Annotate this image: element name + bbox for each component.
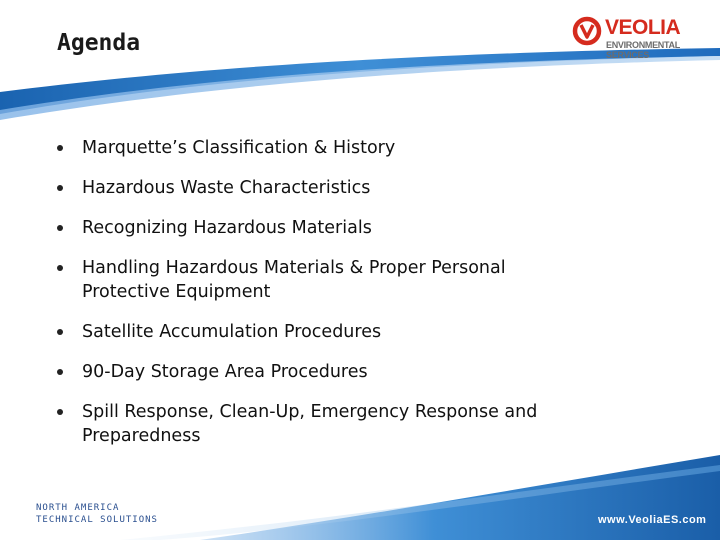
agenda-item-text: Satellite Accumulation Procedures: [82, 322, 382, 342]
agenda-item-text: Hazardous Waste Characteristics: [82, 178, 371, 198]
bullet-icon: [57, 265, 63, 271]
bullet-icon: [57, 145, 63, 151]
agenda-item-text: Spill Response, Clean-Up, Emergency Response and: [82, 402, 538, 422]
bullet-icon: [57, 225, 63, 231]
agenda-item-text: Recognizing Hazardous Materials: [82, 218, 372, 238]
logo-subtitle-line1: ENVIRONMENTAL: [606, 40, 680, 50]
logo-subtitle: [606, 40, 716, 60]
footer-org: [36, 502, 158, 526]
bullet-icon: [57, 329, 63, 335]
footer-swoosh: [0, 455, 720, 540]
bullet-icon: [57, 369, 63, 375]
agenda-list: [55, 136, 675, 464]
logo-wordmark: VEOLIA: [605, 16, 681, 39]
agenda-item: [55, 360, 675, 384]
veolia-logo: [572, 14, 712, 64]
bullet-icon: [57, 409, 63, 415]
agenda-item: [55, 136, 675, 160]
agenda-item: [55, 320, 675, 344]
agenda-item-text: Handling Hazardous Materials & Proper Personal: [82, 258, 506, 278]
agenda-item-text: Marquette’s Classification & History: [82, 138, 396, 158]
footer-url: www.VeoliaES.com: [598, 514, 707, 526]
agenda-item-text-cont: Protective Equipment: [82, 282, 271, 302]
agenda-item: [55, 400, 675, 448]
footer-org-line1: NORTH AMERICA: [36, 503, 120, 513]
footer-org-line2: TECHNICAL SOLUTIONS: [36, 515, 158, 525]
agenda-item-text-cont: Preparedness: [82, 426, 201, 446]
slide-title: Agenda: [57, 30, 141, 56]
logo-subtitle-line2: SERVICES: [606, 50, 649, 60]
agenda-item-text: 90-Day Storage Area Procedures: [82, 362, 368, 382]
agenda-item: [55, 216, 675, 240]
bullet-icon: [57, 185, 63, 191]
veolia-logo-icon: [572, 16, 602, 46]
agenda-item: [55, 256, 675, 304]
agenda-item: [55, 176, 675, 200]
